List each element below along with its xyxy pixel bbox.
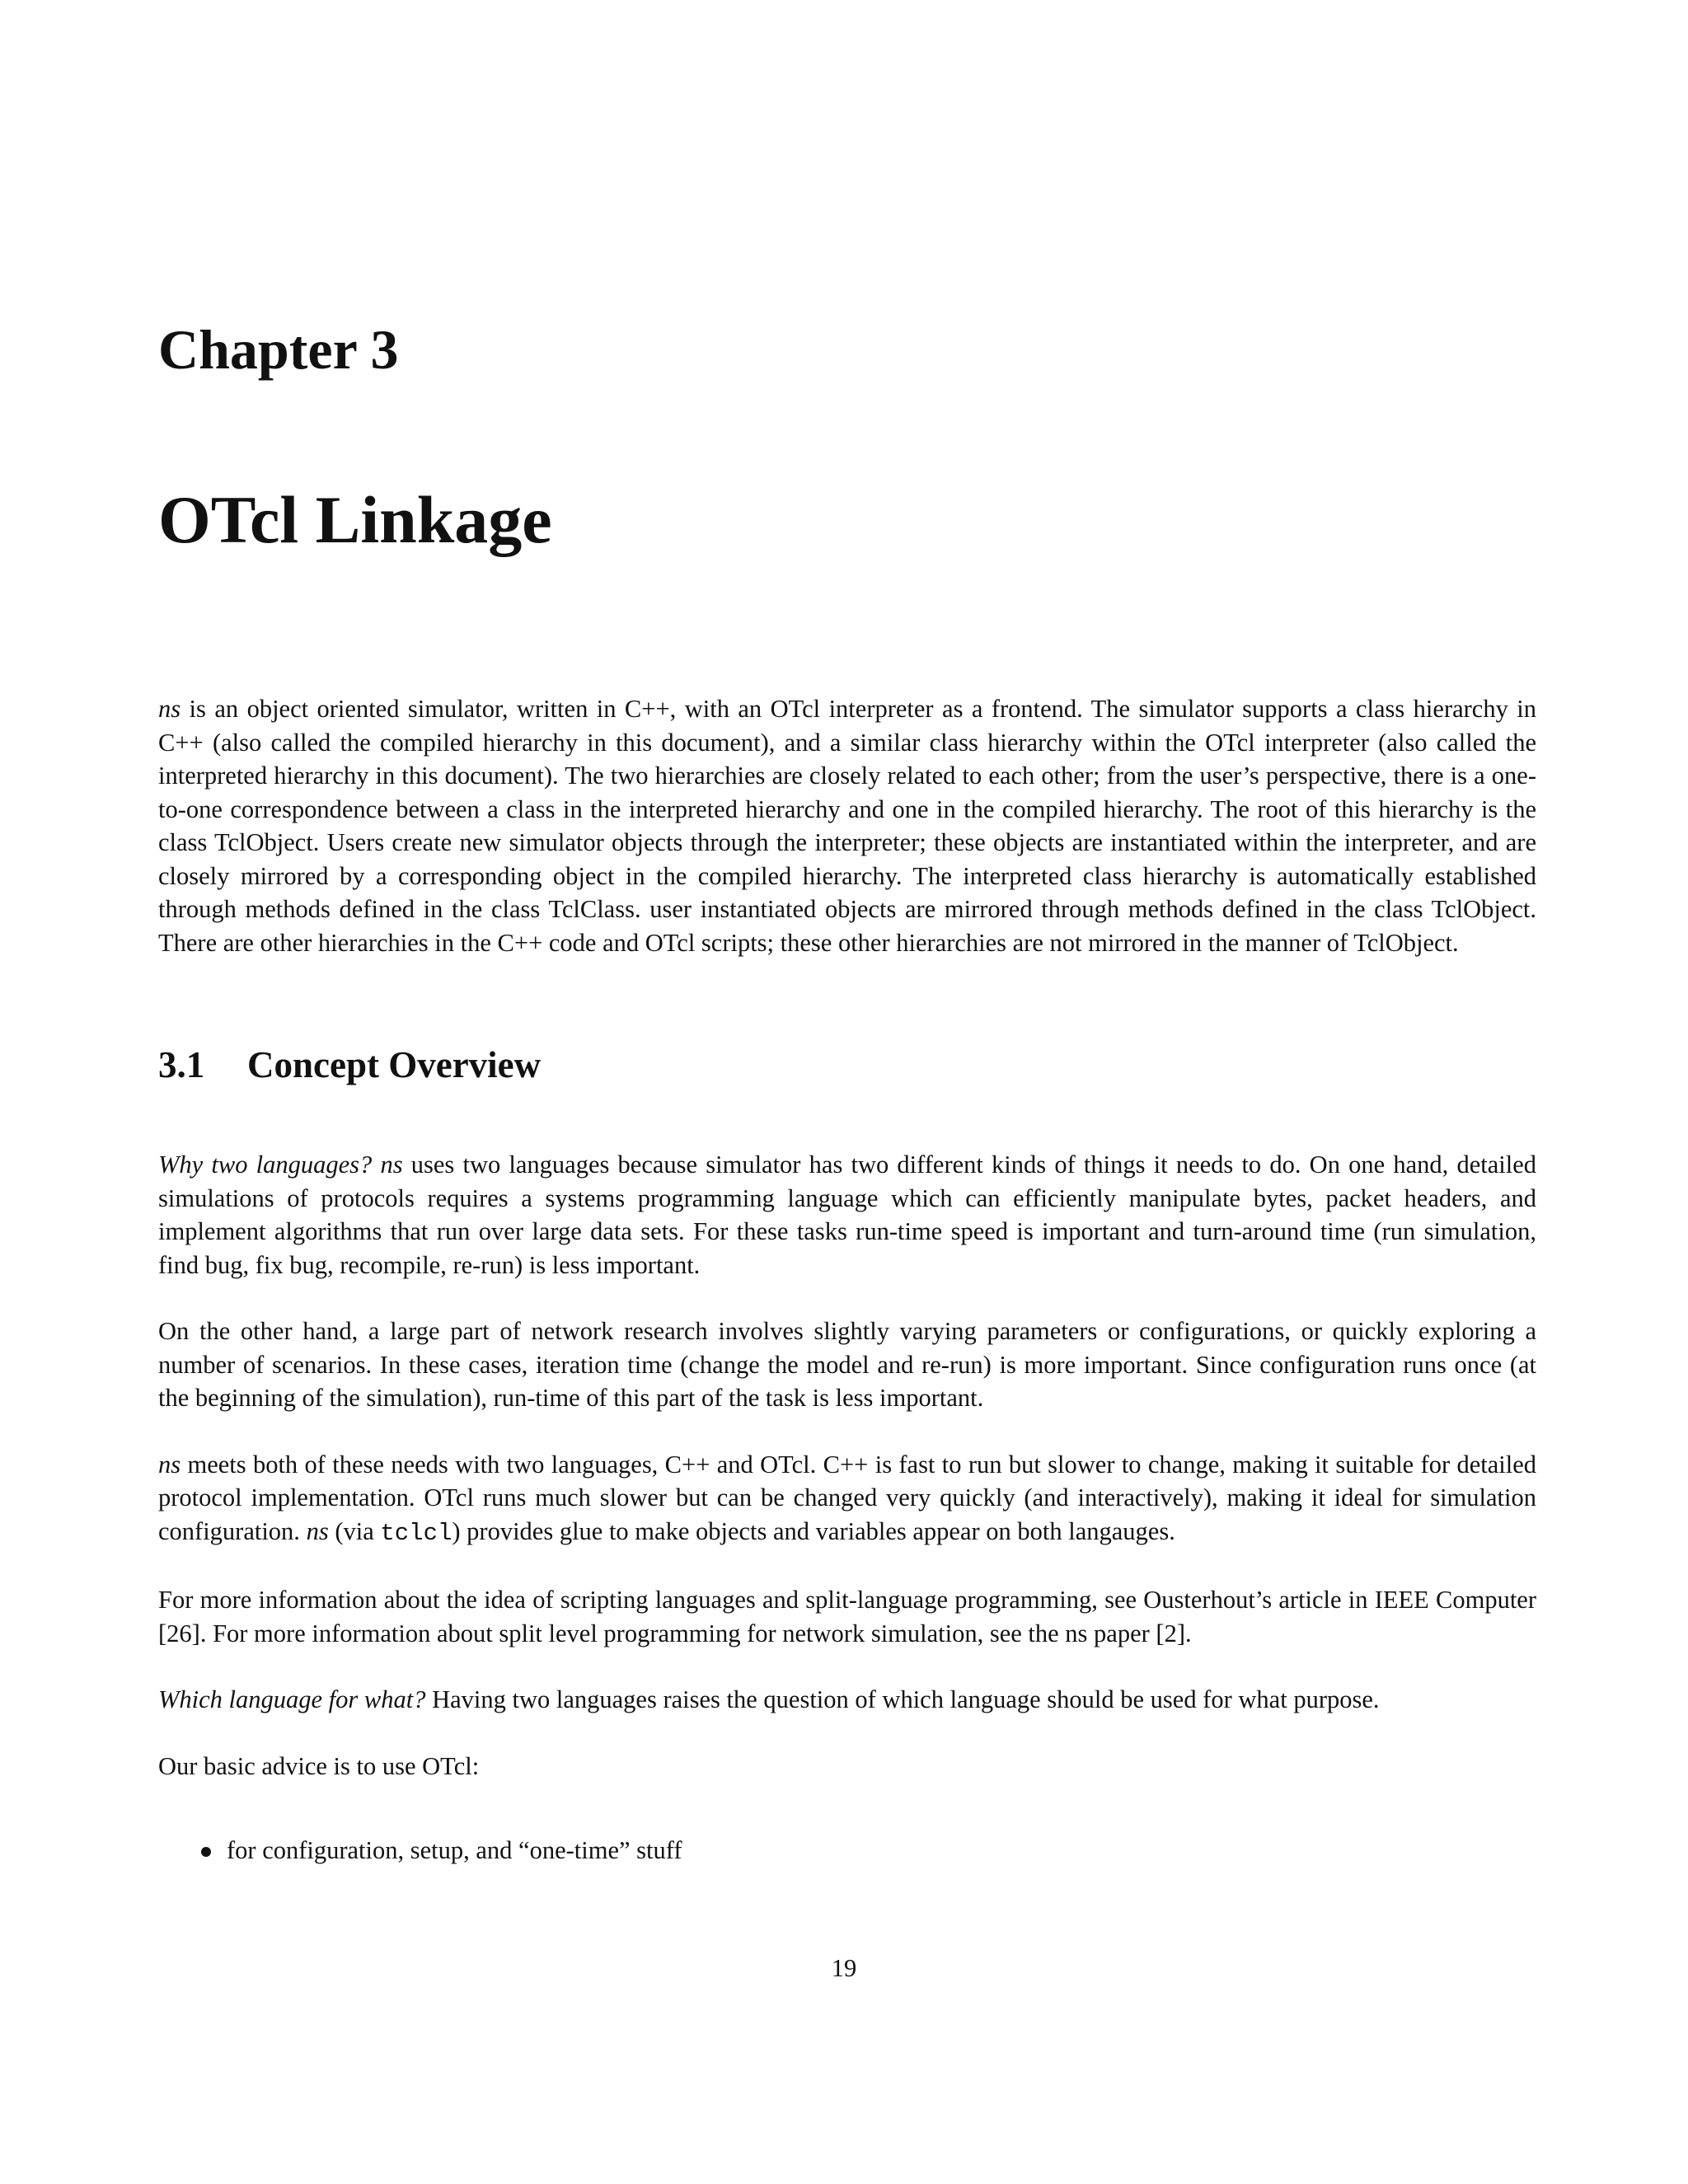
intro-paragraph (158, 692, 1536, 959)
intro-text: is an object oriented simulator, written in C++, with an OTcl interpreter as a frontend. The simulator supports a class hierarchy in C++ (also called the compiled hierarchy in this document), and a similar class hierarchy within the OTcl interpreter (also called the interpreted hierarchy in this document). The two hierarchies are closely related to each other; from the user’s perspective, there is a one-to-one correspondence between a class in the interpreted hierarchy and one in the compiled hierarchy. The root of this hierarchy is the class TclObject. Users create new simulator objects through the interpreter; these objects are instantiated within the interpreter, and are closely mirrored by a corresponding object in the compiled hierarchy. The interpreted class hierarchy is automatically established through methods defined in the class TclClass. user instantiated objects are mirrored through methods defined in the class TclObject. There are other hierarchies in the C++ code and OTcl scripts; these other hierarchies are not mirrored in the manner of TclObject. (158, 695, 1536, 957)
paragraph-why-two-languages (158, 1148, 1536, 1282)
ns-term: ns (380, 1151, 403, 1179)
advice-list (158, 1834, 1536, 1868)
page-number: 19 (831, 1954, 857, 1982)
paragraph-which-language (158, 1683, 1536, 1717)
paragraph-text: On the other hand, a large part of network research involves slightly varying parameters or configurations, or quickly exploring a number of scenarios. In these cases, iteration time (change the model and re-run) is more important. Since configuration runs once (at the beginning of the simulation), run-time of this part of the task is less important. (158, 1317, 1536, 1412)
section-number: 3.1 (158, 1044, 205, 1085)
paragraph-text: For more information about the idea of scripting languages and split-language programming, see Ousterhout’s article in IEEE Computer [26]. For more information about split level programming for network simulation, see the ns paper [2]. (158, 1586, 1536, 1647)
ns-term: ns (158, 695, 181, 723)
paragraph-basic-advice (158, 1750, 1536, 1783)
paragraph-text: ) provides glue to make objects and variables appear on both langauges. (452, 1516, 1175, 1545)
list-item (158, 1834, 1536, 1868)
list-item-text: for configuration, setup, and “one-time” stuff (227, 1836, 682, 1864)
paragraph-lead: Why two languages? (158, 1151, 373, 1179)
paragraph-text: Our basic advice is to use OTcl: (158, 1751, 480, 1780)
chapter-title: OTcl Linkage (158, 482, 552, 557)
chapter-label: Chapter 3 (158, 318, 399, 381)
paragraph-ns-meets-needs (158, 1448, 1536, 1551)
paragraph-text: Having two languages raises the question of which language should be used for what purpose. (425, 1685, 1380, 1713)
tclcl-code: tclcl (380, 1519, 452, 1547)
ns-term: ns (158, 1450, 181, 1479)
ns-term: ns (306, 1516, 329, 1545)
paragraph-text: (via (328, 1516, 381, 1545)
paragraph-more-information (158, 1583, 1536, 1650)
section-title: Concept Overview (247, 1044, 542, 1085)
paragraph-text: uses two languages because simulator has two different kinds of things it needs to do. On one hand, detailed simulations of protocols requires a systems programming language which can efficiently manipulate bytes, packet headers, and implement algorithms that run over large data sets. For these tasks run-time speed is important and turn-around time (run simulation, find bug, fix bug, recompile, re-run) is less important. (158, 1151, 1536, 1279)
paragraph-lead: Which language for what? (158, 1685, 426, 1713)
paragraph-text: meets both of these needs with two languages, C++ and OTcl. C++ is fast to run but slower to change, making it suitable for detailed protocol implementation. OTcl runs much slower but can be changed very quickly (and interactively), making it ideal for simulation configuration. (158, 1450, 1536, 1545)
bullet-icon (201, 1847, 211, 1857)
section-heading (158, 1044, 1536, 1085)
paragraph-other-hand (158, 1315, 1536, 1415)
main-content (158, 692, 1536, 1868)
